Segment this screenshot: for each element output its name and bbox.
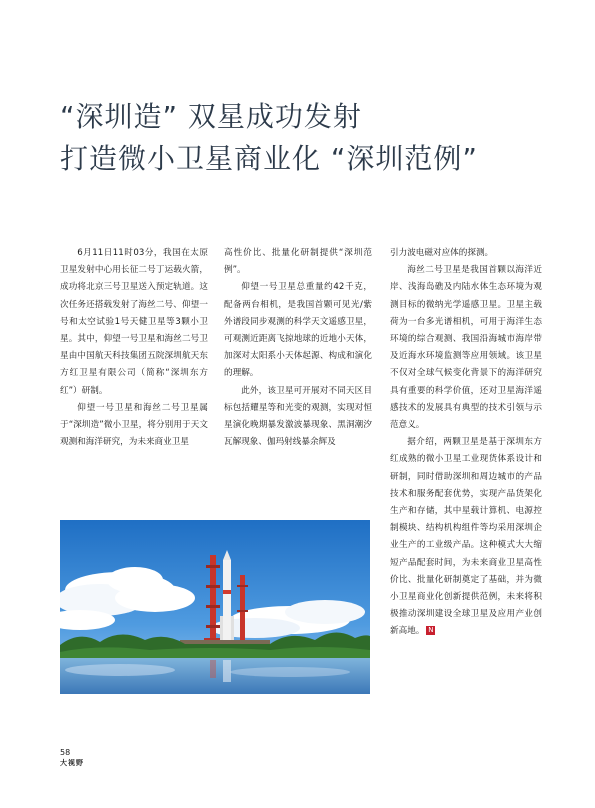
magazine-name: 大视野 <box>60 759 84 767</box>
rocket-launch-illustration <box>60 520 370 694</box>
paragraph: 高性价比、批量化研制提供“深圳范例”。 <box>224 248 372 276</box>
end-mark-icon: N <box>428 626 434 635</box>
paragraph-text: 据介绍，两颗卫星是基于深圳东方红成熟的微小卫星工业现货体系设计和研制，同时借助深圳和周边城市的产品技术和服务配套优势，实现产品货架化生产和存储，其中星载计算机、电源控制模块、结构机构组件等均采用深圳企业生产的工业级产品。这种模式大大缩短产品配套时间，为未来商业卫星高性价比、批量化研制奠定了基础，并为微小卫星商业化创新提供范例，未来将积极推动深圳建设全球卫星及应用产业创新高地。 <box>390 437 542 637</box>
headline-line-2: 打造微小卫星商业化 “深圳范例” <box>60 142 478 175</box>
paragraph: 引力波电磁对应体的探测。 <box>390 248 494 258</box>
paragraph: 海丝二号卫星是我国首颗以海洋近岸、浅海岛礁及内陆水体生态环境为观测目标的微纳光学遥感卫星。卫星主载荷为一台多光谱相机，可用于海洋生态环境的综合观测、我国沿海城市海岸带及近海水环境监测等应用领域。该卫星不仅对全球气候变化背景下的海洋研究具有重要的科学价值，还对卫星海洋遥感技术的发展具有典型的技术引领与示范意义。 <box>390 265 542 431</box>
headline-line-1: “深圳造” 双星成功发射 <box>60 100 362 133</box>
page-footer <box>60 748 84 768</box>
page-number: 58 <box>60 748 71 757</box>
rocket-launch-photo <box>60 520 370 694</box>
paragraph: 仰望一号卫星和海丝二号卫星属于“深圳造”微小卫星，将分别用于天文观测和海洋研究，为未来商业卫星 <box>60 402 208 448</box>
article-column-1 <box>60 245 208 451</box>
paragraph: 6月11日11时03分，我国在太原卫星发射中心用长征二号丁运载火箭，成功将北京三号卫星送入预定轨道。这次任务还搭载发射了海丝二号、仰望一号和太空试验1号天健卫星等3颗小卫星。其中，仰望一号卫星和海丝二号卫星由中国航天科技集团五院深圳航天东方红卫星有限公司（简称“深圳东方红”）研制。 <box>60 248 208 396</box>
article-column-2 <box>224 245 372 451</box>
paragraph: 此外，该卫星可开展对不同天区目标包括耀星等和光变的观测，实现对恒星演化晚期暴发激波暴现象、黑洞潮汐瓦解现象、伽玛射线暴余辉及 <box>224 385 372 448</box>
paragraph: 仰望一号卫星总重量约42千克，配备两台相机，是我国首颗可见光/紫外谱段同步观测的科学天文遥感卫星，可观测近距离飞掠地球的近地小天体，加深对太阳系小天体起源、构成和演化的理解。 <box>224 282 372 379</box>
article-column-3 <box>390 245 542 641</box>
paragraph-last <box>390 434 542 640</box>
